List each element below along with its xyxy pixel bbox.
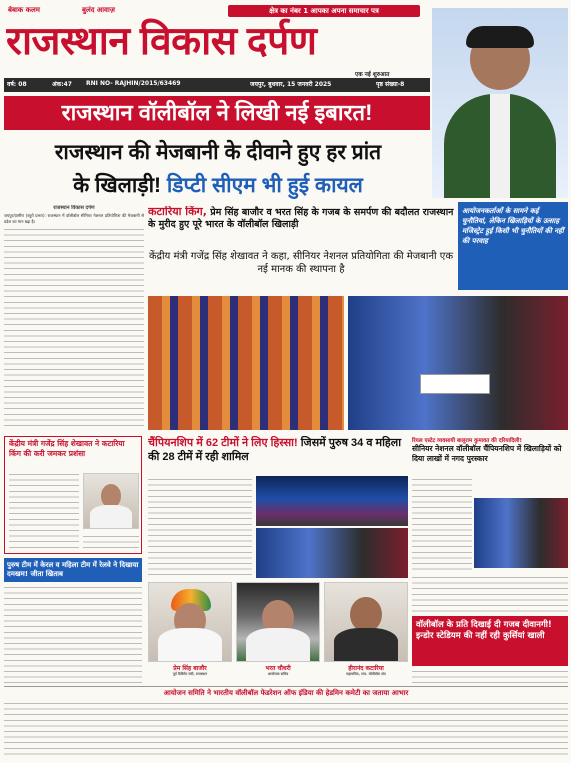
headline-line2-black: के खिलाड़ी! [73, 174, 162, 197]
championship-headline [148, 436, 408, 472]
portrait-3-head [350, 597, 381, 632]
championship-headline-red: चैंपियनशिप में 62 टीमों ने लिए हिस्सा! [148, 437, 298, 449]
left-byline: राजस्थान विकास दर्पण [53, 205, 95, 211]
kataria-quote: केंद्रीय मंत्री गजेंद्र सिंह शेखावत ने कहा, सीनियर नेशनल प्रतियोगिता की मेजबानी एक नई मानक की स्थापना है [148, 251, 454, 275]
meta-date: जयपुर, बुधवार, 15 जनवरी 2025 [250, 81, 332, 88]
portrait-2-name: भरत चौधरी [265, 665, 291, 672]
main-headline: राजस्थान वॉलीबॉल ने लिखी नई इबारत! [4, 96, 430, 130]
portrait-3-body [334, 628, 398, 661]
portrait-2-caption [236, 664, 320, 682]
portrait-3-caption [324, 664, 408, 682]
portrait-1 [148, 582, 232, 662]
meta-issue: अंक:47 [52, 81, 72, 88]
team-photo [148, 296, 344, 430]
match-photo [256, 476, 408, 526]
kataria-headline [148, 206, 454, 248]
right-kicker: रियल एस्टेट व्यवसायी बालूराम कुमावत की दरियादिली! [412, 438, 522, 444]
shekhawat-headline: केंद्रीय मंत्री गजेंद्र सिंह शेखावत ने कटारिया किंग की करी जमकर प्रशंसा [9, 439, 125, 458]
right-headline: सीनियर नेशनल वॉलीबॉल चैंपियनशिप में खिलाड़ियों को दिया लाखों में नगद पुरस्कार [412, 444, 562, 463]
portrait-1-body [158, 628, 222, 661]
sidebox-challenges: आयोजनकर्ताओं के सामने कई चुनौतियां, लेकिन खिलाड़ियों के उत्साह मजिस्ट्रेट हुई किसी भी चुनौतियों की नहीं की परवाह [458, 202, 568, 290]
headline-line1: राजस्थान की मेजबानी के दीवाने हुए हर प्रांत [54, 141, 382, 164]
stadium-headline: वॉलीबॉल के प्रति दिखाई दी गजब दीवानगी! इन्डोर स्टेडियम की नहीं रही कुर्सियां खाली [412, 616, 568, 666]
left-body-start: जयपुर/ग्रामीण (ब्यूरो प्रभार): राजस्थान में वॉलीबॉल सीनियर नेशनल प्रतियोगिता की मेजबानी से प्रदेश का मान बढ़ा है। [4, 213, 144, 224]
kataria-headline-text: प्रेम सिंह बाजौर व भरत सिंह के गजब के समर्पण की बदौलत राजस्थान के मुरीद हुए पूरे भारत के वॉलीबॉल खिलाड़ी [148, 207, 454, 230]
footer-banner: आयोजन समिति ने भारतीय वॉलीबॉल फेडरेशन ऑफ इंडिया की हेडमिन कमेटी का जताया आभार [4, 686, 568, 698]
meta-bar [4, 78, 430, 92]
person-shirt [490, 94, 510, 198]
kerala-headline: पुरुष टीम में केरल व महिला टीम में रेलवे ने दिखाया दमखम! जीता खिताब [4, 558, 142, 582]
award-stage-photo [348, 296, 568, 430]
ceremony-photo [256, 528, 408, 578]
person-hair [466, 26, 534, 48]
shekhawat-text [9, 471, 79, 551]
portrait-1-role: पूर्व कैबिनेट मंत्री, राजस्थान [172, 672, 208, 676]
portraits-row [148, 582, 408, 682]
shekhawat-box [4, 436, 142, 554]
portrait-2-body [246, 628, 310, 661]
meta-pages: पृष्ठ संख्या-8 [376, 81, 405, 88]
masthead-title: राजस्थान विकास दर्पण [6, 20, 317, 63]
shekhawat-text-2 [83, 533, 139, 551]
portrait-1-caption [148, 664, 232, 682]
portrait-2 [236, 582, 320, 662]
portrait-3-name: हीरानंद कटारिया [348, 665, 384, 672]
left-article-text [4, 226, 144, 430]
shekhawat-body [90, 505, 132, 528]
masthead-banner: क्षेत्र का नंबर 1 आपका अपना समाचार पत्र [228, 5, 420, 17]
championship-headline-black: जिसमें पुरुष 34 व महिला की 28 टीमें में रही शामिल [148, 437, 402, 463]
meta-year: वर्ष: 08 [7, 81, 27, 88]
prize-photo [474, 498, 568, 568]
masthead-subtitle: एक नई शुरुआत [355, 72, 390, 78]
footer-text [4, 700, 568, 758]
featured-person-photo [432, 8, 568, 198]
portrait-3 [324, 582, 408, 662]
right-text [412, 476, 472, 572]
stadium-text [412, 668, 568, 684]
tagline-mid: बुलंद आवाज़ [82, 6, 115, 14]
headline-line2-blue: डिप्टी सीएम भी हुई कायल [166, 174, 363, 197]
portrait-2-role: आयोजक सचिव [267, 672, 289, 676]
kerala-text [4, 584, 142, 684]
portrait-3-role: महासचिव, राज. वॉलीबॉल संघ [346, 672, 386, 676]
kataria-label: कटारिया किंग, [148, 206, 207, 218]
meta-rni: RNI NO- RAJHIN/2015/63469 [86, 80, 181, 87]
headline-line2 [4, 170, 432, 202]
right-text-2 [412, 574, 568, 614]
cheque-board [420, 374, 490, 394]
portrait-1-name: प्रेम सिंह बाजौर [173, 665, 207, 672]
shekhawat-photo [83, 473, 139, 529]
tagline-left: बेबाक कलम [8, 6, 40, 14]
championship-text [148, 476, 252, 578]
